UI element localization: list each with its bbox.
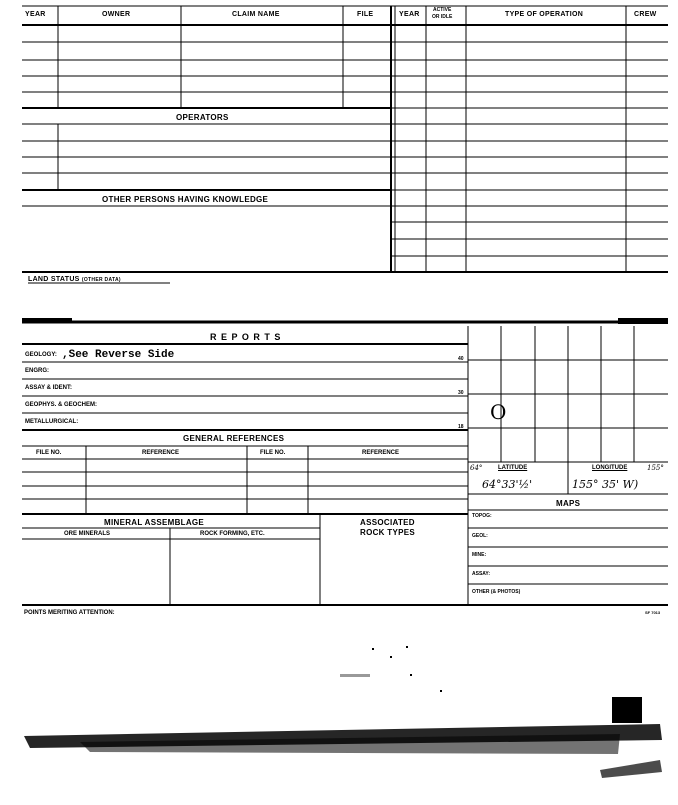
header-year: YEAR (25, 11, 46, 18)
header-claim-name: CLAIM NAME (232, 11, 280, 18)
maps-topog: TOPOG: (472, 513, 492, 519)
rock-types-label: ROCK TYPES (360, 528, 416, 537)
report-label-assay: ASSAY & IDENT: (25, 385, 73, 391)
operators-heading: OPERATORS (176, 113, 229, 122)
header-year-2: YEAR (399, 11, 420, 18)
points-meriting-attention: POINTS MERITING ATTENTION: (24, 610, 115, 616)
maps-other: OTHER (& PHOTOS) (472, 589, 521, 595)
col-file-no: FILE NO. (36, 450, 62, 456)
maps-assay: ASSAY: (472, 571, 491, 577)
form-number: SF 7013 (645, 610, 661, 615)
long-suffix: 155° (647, 464, 664, 472)
report-label-geology: GEOLOGY: (25, 352, 57, 358)
header-crew: CREW (634, 11, 657, 18)
longitude-value: 155° 35' W) (572, 478, 639, 491)
grid-mark: O (490, 400, 507, 424)
latitude-value: 64°33'½' (482, 478, 533, 491)
report-label-geophys: GEOPHYS. & GEOCHEM: (25, 402, 98, 408)
other-persons-heading: OTHER PERSONS HAVING KNOWLEDGE (102, 195, 269, 204)
col-file-no-2: FILE NO. (260, 450, 286, 456)
col-reference-2: REFERENCE (362, 450, 400, 456)
reports-title: R E P O R T S (210, 332, 282, 342)
land-status-label: LAND STATUS (28, 276, 80, 283)
associated-label: ASSOCIATED (360, 518, 415, 527)
header-active: ACTIVE (433, 7, 452, 13)
land-status-heading (28, 276, 121, 283)
maps-geol: GEOL: (472, 533, 488, 539)
land-status-sub: (OTHER DATA) (81, 277, 121, 283)
col-reference: REFERENCE (142, 450, 180, 456)
header-type-of-operation: TYPE OF OPERATION (505, 11, 584, 18)
report-num-18: 18 (458, 424, 464, 430)
report-value-geology: ,See Reverse Side (62, 349, 175, 361)
report-num-40: 40 (458, 356, 464, 362)
report-label-metallurgical: METALLURGICAL: (25, 419, 79, 425)
report-num-30: 30 (458, 390, 464, 396)
longitude-label: LONGITUDE (592, 465, 628, 471)
header-file: FILE (357, 11, 374, 18)
mineral-assemblage-title: MINERAL ASSEMBLAGE (104, 518, 205, 527)
col-ore-minerals: ORE MINERALS (64, 531, 111, 537)
report-label-engrg: ENGRG: (25, 368, 49, 374)
header-owner: OWNER (102, 11, 131, 18)
col-rock-forming: ROCK FORMING, ETC. (200, 531, 265, 537)
header-or-idle: OR IDLE (432, 14, 453, 20)
maps-title: MAPS (556, 499, 581, 508)
lat-prefix: 64° (470, 464, 483, 472)
general-references-title: GENERAL REFERENCES (183, 434, 285, 443)
maps-mine: MINE: (472, 552, 487, 558)
latitude-label: LATITUDE (498, 465, 528, 471)
